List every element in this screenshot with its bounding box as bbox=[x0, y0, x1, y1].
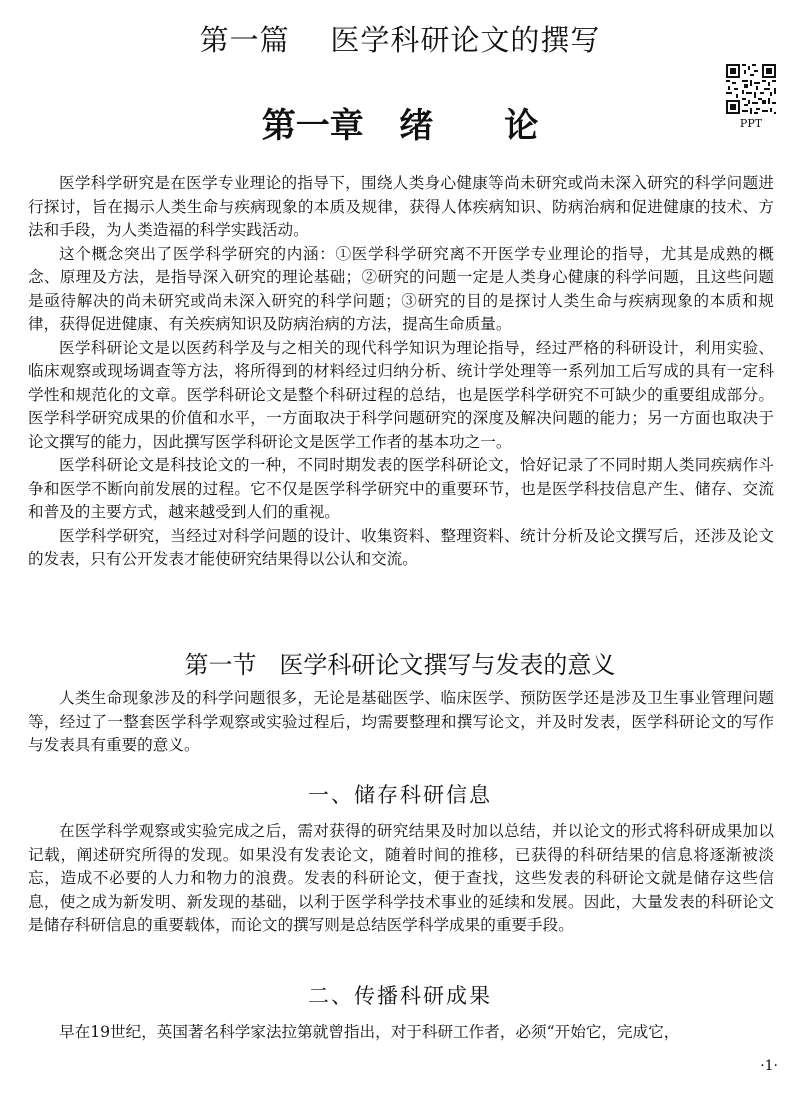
subsection-title: 二、传播科研成果 bbox=[308, 984, 492, 1008]
subsection-title: 一、储存科研信息 bbox=[308, 783, 492, 807]
section-intro bbox=[28, 687, 774, 758]
page-number: ·1· bbox=[760, 1058, 778, 1074]
subsection-body bbox=[28, 1021, 774, 1045]
intro-paragraph: 医学科学研究是在医学专业理论的指导下，围绕人类身心健康等尚未研究或尚未深入研究的科学问题进行探讨，旨在揭示人类生命与疾病现象的本质及规律，获得人体疾病知识、防病治病和促进健康的技术、方法和手段，为人类造福的科学实践活动。 bbox=[28, 174, 774, 239]
section-paragraph: 人类生命现象涉及的科学问题很多，无论是基础医学、临床医学、预防医学还是涉及卫生事业管理问题等，经过了一整套医学科学观察或实验过程后，均需要整理和撰写论文，并及时发表，医学科研论文的写作与发表具有重要的意义。 bbox=[28, 689, 774, 754]
chapter-title: 第一章 绪 论 bbox=[261, 106, 539, 146]
intro-paragraph: 医学科研论文是科技论文的一种，不同时期发表的医学科研论文，恰好记录了不同时期人类同疾病作斗争和医学不断向前发展的过程。它不仅是医学科学研究中的重要环节，也是医学科技信息产生、储存、交流和普及的主要方式，越来越受到人们的重视。 bbox=[28, 456, 774, 521]
qr-caption: PPT bbox=[739, 117, 763, 130]
subsection-paragraph: 在医学科学观察或实验完成之后，需对获得的研究结果及时加以总结，并以论文的形式将科研成果加以记载，阐述研究所得的发现。如果没有发表论文，随着时间的推移，已获得的科研结果的信息将逐渐被淡忘，造成不必要的人力和物力的浪费。发表的科研论文，便于查找，这些发表的科研论文就是储存这些信息，使之成为新发明、新发现的基础，以利于医学科学技术事业的延续和发展。因此，大量发表的科研论文是储存科研信息的重要载体，而论文的撰写则是总结医学科学成果的重要手段。 bbox=[28, 822, 774, 934]
intro-section bbox=[28, 172, 774, 572]
subsection-body bbox=[28, 820, 774, 938]
part-title: 第一篇 医学科研论文的撰写 bbox=[199, 23, 601, 57]
section-title: 第一节 医学科研论文撰写与发表的意义 bbox=[184, 651, 616, 679]
intro-paragraph: 这个概念突出了医学科学研究的内涵：①医学科学研究离不开医学专业理论的指导，尤其是成熟的概念、原理及方法，是指导深入研究的理论基础；②研究的问题一定是人类身心健康的科学问题，且这些问题是亟待解决的尚未研究或尚未深入研究的科学问题；③研究的目的是探讨人类生命与疾病现象的本质和规律，获得促进健康、有关疾病知识及防病治病的方法，提高生命质量。 bbox=[28, 244, 774, 333]
intro-paragraph: 医学科学研究，当经过对科学问题的设计、收集资料、整理资料、统计分析及论文撰写后，还涉及论文的发表，只有公开发表才能使研究结果得以公认和交流。 bbox=[28, 526, 774, 568]
subsection-paragraph: 早在19世纪，英国著名科学家法拉第就曾指出，对于科研工作者，必须“开始它，完成它， bbox=[59, 1023, 680, 1041]
intro-paragraph: 医学科研论文是以医药科学及与之相关的现代科学知识为理论指导，经过严格的科研设计，利用实验、临床观察或现场调查等方法，将所得到的材料经过归纳分析、统计学处理等一系列加工后写成的具有一定科学性和规范化的文章。医学科研论文是整个科研过程的总结，也是医学科学研究不可缺少的重要组成部分。医学科学研究成果的价值和水平，一方面取决于科学问题研究的深度及解决问题的能力；另一方面也取决于论文撰写的能力，因此撰写医学科研论文是医学工作者的基本功之一。 bbox=[28, 338, 774, 451]
